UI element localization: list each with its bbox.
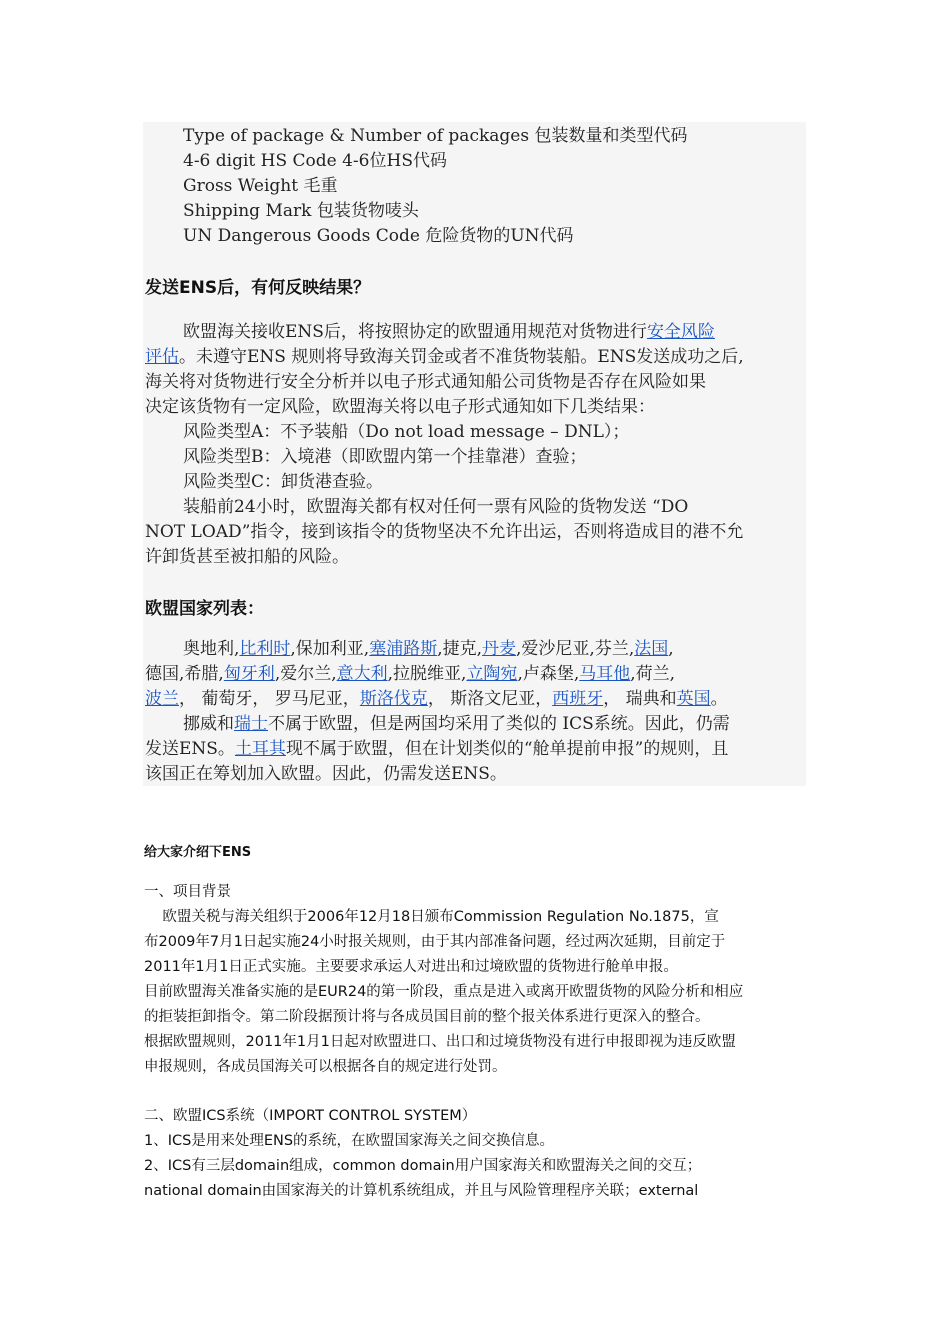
text: ,爱尔兰, — [274, 664, 337, 684]
text: ,荷兰, — [630, 664, 676, 684]
text: 决定该货物有一定风险，欧盟海关将以电子形式通知如下几类结果： — [145, 397, 655, 417]
text: ， 葡萄牙， 罗马尼亚， — [179, 689, 360, 709]
text: 布2009年7月1日起实施24小时报关规则，由于其内部准备问题，经过两次延期，目前定于 — [144, 934, 726, 950]
risk-type-a: 风险类型A：不予装船（Do not load message – DNL）； — [183, 422, 630, 442]
text: 2011年1月1日正式实施。主要要求承运人对进出和过境欧盟的货物进行舱单申报。 — [144, 959, 678, 975]
list-item: Shipping Mark 包装货物唛头 — [183, 201, 419, 221]
section-project-background — [144, 880, 809, 1080]
link-spain[interactable]: 西班牙 — [552, 689, 604, 709]
text: ,拉脱维亚, — [387, 664, 467, 684]
intro-title: 给大家介绍下ENS — [144, 845, 252, 860]
text: 1、ICS是用来处理ENS的系统，在欧盟国家海关之间交换信息。 — [144, 1133, 555, 1149]
text: NOT LOAD”指令，接到该指令的货物坚决不允许出运，否则将造成目的港不允 — [145, 522, 744, 542]
text: 该国正在筹划加入欧盟。因此，仍需发送ENS。 — [145, 764, 507, 784]
text: 不属于欧盟，但是两国均采用了类似的 ICS系统。因此，仍需 — [268, 714, 730, 734]
link-italy[interactable]: 意大利 — [336, 664, 388, 684]
text: 欧盟海关接收ENS后，将按照协定的欧盟通用规范对货物进行 — [183, 322, 647, 342]
list-item: Gross Weight 毛重 — [183, 176, 338, 196]
heading-eu-country-list: 欧盟国家列表： — [145, 599, 264, 619]
link-malta[interactable]: 马耳他 — [579, 664, 631, 684]
text: 装船前24小时，欧盟海关都有权对任何一票有风险的货物发送 “DO — [183, 497, 689, 517]
link-cyprus[interactable]: 塞浦路斯 — [369, 639, 438, 659]
list-item: Type of package & Number of packages 包装数量和类型代码 — [183, 126, 688, 146]
link-uk[interactable]: 英国 — [676, 689, 711, 709]
text: 许卸货甚至被扣船的风险。 — [145, 547, 349, 567]
text: 德国,希腊, — [145, 664, 224, 684]
text: 发送ENS。 — [145, 739, 235, 759]
text: 欧盟关税与海关组织于2006年12月18日颁布Commission Regulation No.1875，宣 — [144, 909, 719, 925]
risk-type-b: 风险类型B：入境港（即欧盟内第一个挂靠港）查验； — [183, 447, 587, 467]
text: ， 斯洛文尼亚， — [427, 689, 553, 709]
link-turkey[interactable]: 土耳其 — [234, 739, 286, 759]
ens-result-paragraph — [145, 320, 807, 570]
text: 现不属于欧盟，但在计划类似的“舱单提前申报”的规则，且 — [285, 739, 729, 759]
eu-country-paragraph — [145, 637, 807, 787]
heading-ens-result: 发送ENS后，有何反映结果？ — [145, 278, 371, 298]
link-risk-assessment[interactable]: 安全风险 — [646, 322, 715, 342]
text: 海关将对货物进行安全分析并以电子形式通知船公司货物是否存在风险如果 — [145, 372, 706, 392]
link-poland[interactable]: 波兰 — [145, 689, 179, 709]
text: ,保加利亚, — [290, 639, 370, 659]
package-info-list — [183, 124, 687, 249]
text: ， 瑞典和 — [603, 689, 677, 709]
risk-type-c: 风险类型C：卸货港查验。 — [183, 472, 384, 492]
link-hungary[interactable]: 匈牙利 — [223, 664, 275, 684]
list-item: UN Dangerous Goods Code 危险货物的UN代码 — [183, 226, 574, 246]
text: 的拒装拒卸指令。第二阶段据预计将与各成员国目前的整个报关体系进行更深入的整合。 — [144, 1009, 710, 1025]
text: 2、ICS有三层domain组成，common domain用户国家海关和欧盟海关之间的交互； — [144, 1158, 702, 1174]
link-belgium[interactable]: 比利时 — [239, 639, 291, 659]
text: 。 — [710, 689, 728, 709]
link-switzerland[interactable]: 瑞士 — [234, 714, 268, 734]
text: national domain由国家海关的计算机系统组成，并且与风险管理程序关联；external — [144, 1183, 699, 1199]
link-risk-assessment-cont[interactable]: 评估 — [145, 347, 179, 367]
text: ,爱沙尼亚,芬兰, — [516, 639, 635, 659]
text: ,卢森堡, — [517, 664, 580, 684]
section-title: 二、欧盟ICS系统（IMPORT CONTROL SYSTEM） — [144, 1108, 477, 1124]
text: 根据欧盟规则，2011年1月1日起对欧盟进口、出口和过境货物没有进行申报即视为违反欧盟 — [144, 1034, 736, 1050]
section-title: 一、项目背景 — [144, 884, 231, 900]
text: ,捷克, — [437, 639, 483, 659]
text: 。未遵守ENS 规则将导致海关罚金或者不准货物装船。ENS发送成功之后, — [179, 347, 744, 367]
text: , — [668, 639, 674, 659]
list-item: 4-6 digit HS Code 4-6位HS代码 — [183, 151, 447, 171]
text: 奥地利, — [183, 639, 240, 659]
section-ics-system — [144, 1104, 809, 1204]
text: 申报规则，各成员国海关可以根据各自的规定进行处罚。 — [144, 1059, 507, 1075]
link-slovakia[interactable]: 斯洛伐克 — [359, 689, 428, 709]
link-lithuania[interactable]: 立陶宛 — [466, 664, 518, 684]
link-france[interactable]: 法国 — [634, 639, 669, 659]
text: 挪威和 — [183, 714, 234, 734]
text: 目前欧盟海关准备实施的是EUR24的第一阶段，重点是进入或离开欧盟货物的风险分析和相应 — [144, 984, 744, 1000]
link-denmark[interactable]: 丹麦 — [482, 639, 517, 659]
